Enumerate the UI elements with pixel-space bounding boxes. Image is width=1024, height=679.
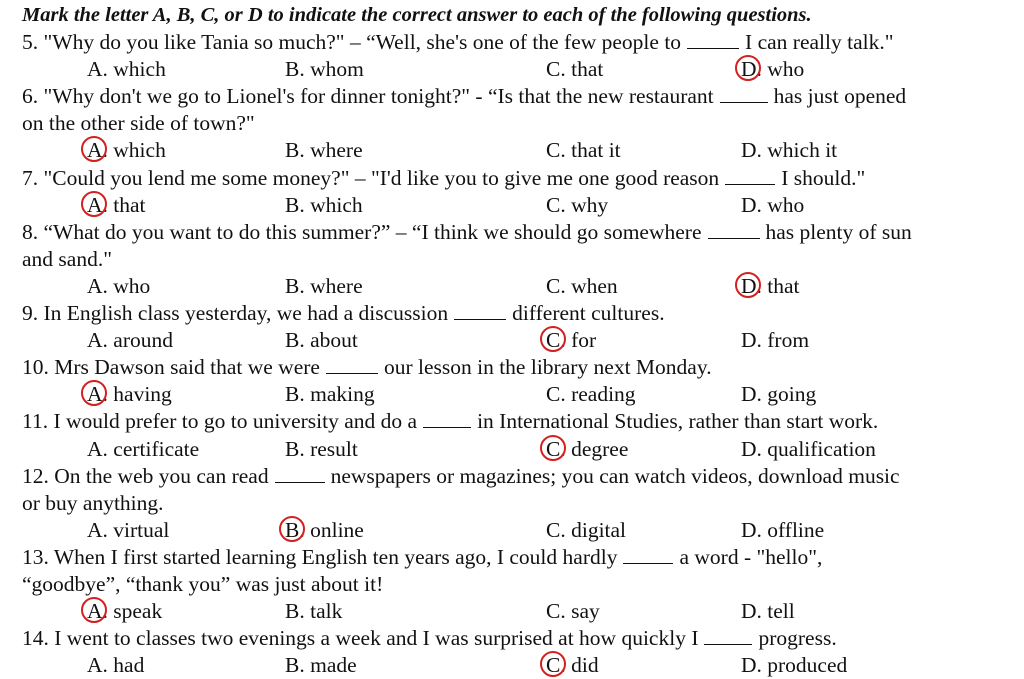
- options-row: [0, 436, 1024, 463]
- question-line: [0, 625, 1024, 652]
- question-text: [22, 246, 112, 273]
- question-stem: 13. When I first started learning English ten years ago, I could hardly: [22, 544, 618, 569]
- question-continuation: in International Studies, rather than start work.: [477, 409, 879, 434]
- question-stem: on the other side of town?": [22, 111, 255, 136]
- instructions-heading: Mark the letter A, B, C, or D to indicate the correct answer to each of the following questions.: [22, 4, 812, 26]
- question-continuation: different cultures.: [512, 301, 665, 325]
- question-stem: 9. In English class yesterday, we had a discussion: [22, 301, 449, 325]
- answer-blank: [704, 643, 752, 645]
- options-row: [0, 652, 1024, 679]
- question-line: [0, 246, 1024, 273]
- question-continuation: has just opened: [773, 84, 907, 109]
- option-b[interactable]: B. which: [285, 192, 363, 217]
- question-stem: 7. "Could you lend me some money?" – "I'd like you to give me one good reason: [22, 165, 720, 190]
- question-continuation: I can really talk.": [745, 30, 894, 54]
- option-c[interactable]: C. that it: [546, 138, 621, 163]
- option-c[interactable]: C. did: [546, 652, 599, 679]
- option-a[interactable]: A. certificate: [87, 436, 200, 461]
- option-b[interactable]: B. making: [285, 382, 375, 407]
- question-stem: 8. “What do you want to do this summer?” – “I think we should go somewhere: [22, 219, 702, 244]
- question-text: [22, 571, 383, 598]
- question-stem: 6. "Why don't we go to Lionel's for dinner tonight?" - “Is that the new restaurant: [22, 84, 714, 109]
- question-stem: or buy anything.: [22, 490, 164, 515]
- options-row: [0, 381, 1024, 408]
- option-a[interactable]: A. that: [87, 192, 146, 219]
- answer-blank: [708, 237, 760, 239]
- question-text: [22, 110, 255, 137]
- answer-blank: [275, 481, 325, 483]
- question-text: [22, 354, 712, 381]
- options-row: [0, 137, 1024, 164]
- options-row: [0, 192, 1024, 219]
- option-a[interactable]: A. virtual: [87, 517, 170, 542]
- options-row: [0, 56, 1024, 83]
- option-c[interactable]: C. reading: [546, 382, 636, 407]
- option-b[interactable]: B. talk: [285, 599, 343, 624]
- question-text: [22, 544, 822, 571]
- question-line: [0, 165, 1024, 192]
- question-stem: 14. I went to classes two evenings a week and I was surprised at how quickly I: [22, 626, 699, 651]
- question-text: [22, 165, 865, 192]
- question-line: [0, 29, 1024, 56]
- question-line: [0, 490, 1024, 517]
- option-d[interactable]: D. from: [741, 328, 810, 353]
- answer-circle-mark: [279, 516, 305, 542]
- answer-circle-mark: [735, 55, 761, 81]
- option-d[interactable]: D. which it: [741, 138, 838, 163]
- answer-blank: [687, 47, 739, 49]
- question-text: [22, 463, 900, 490]
- answer-circle-mark: [540, 326, 566, 352]
- question-continuation: a word - "hello",: [679, 544, 823, 569]
- answer-blank: [423, 426, 471, 428]
- question-line: [0, 300, 1024, 327]
- option-c[interactable]: C. digital: [546, 517, 627, 542]
- answer-circle-mark: [540, 651, 566, 677]
- question-stem: 10. Mrs Dawson said that we were: [22, 355, 320, 380]
- question-continuation: has plenty of sun: [765, 219, 912, 244]
- question-text: [22, 83, 906, 110]
- option-d[interactable]: D. who: [741, 56, 804, 83]
- option-a[interactable]: A. had: [87, 653, 145, 678]
- option-d[interactable]: D. going: [741, 382, 817, 407]
- option-b[interactable]: B. where: [285, 138, 363, 163]
- options-row: [0, 327, 1024, 354]
- question-text: [22, 625, 837, 652]
- answer-blank: [720, 101, 768, 103]
- option-b[interactable]: B. where: [285, 273, 363, 298]
- option-c[interactable]: C. degree: [546, 436, 628, 463]
- option-c[interactable]: C. when: [546, 273, 618, 298]
- option-a[interactable]: A. around: [87, 328, 173, 353]
- option-c[interactable]: C. for: [546, 327, 596, 354]
- option-d[interactable]: D. produced: [741, 653, 848, 678]
- question-continuation: progress.: [758, 626, 837, 651]
- option-a[interactable]: A. which: [87, 57, 166, 82]
- question-line: [0, 544, 1024, 571]
- option-d[interactable]: D. who: [741, 192, 805, 217]
- question-stem: and sand.": [22, 246, 112, 271]
- option-a[interactable]: A. having: [87, 381, 172, 408]
- question-text: [22, 490, 164, 517]
- answer-circle-mark: [81, 136, 107, 162]
- question-text: [22, 408, 878, 435]
- question-continuation: our lesson in the library next Monday.: [383, 355, 712, 380]
- question-line: [0, 354, 1024, 381]
- answer-circle-mark: [540, 435, 566, 461]
- option-c[interactable]: C. that: [546, 57, 604, 82]
- option-b[interactable]: B. made: [285, 653, 357, 678]
- answer-blank: [326, 372, 378, 374]
- option-b[interactable]: B. whom: [285, 57, 364, 82]
- answer-circle-mark: [81, 380, 107, 406]
- option-a[interactable]: A. which: [87, 137, 166, 164]
- answer-blank: [725, 183, 775, 185]
- answer-blank: [454, 318, 506, 320]
- question-text: [22, 219, 912, 246]
- option-b[interactable]: B. online: [285, 517, 364, 544]
- option-b[interactable]: B. result: [285, 436, 358, 461]
- question-text: [22, 300, 665, 327]
- option-b[interactable]: B. about: [285, 328, 358, 353]
- question-text: [22, 29, 894, 56]
- question-line: [0, 110, 1024, 137]
- question-line: [0, 571, 1024, 598]
- answer-circle-mark: [81, 191, 107, 217]
- option-c[interactable]: C. why: [546, 192, 609, 217]
- question-line: [0, 219, 1024, 246]
- answer-blank: [623, 562, 673, 564]
- option-d[interactable]: D. offline: [741, 517, 825, 542]
- option-d[interactable]: D. qualification: [741, 436, 876, 461]
- option-a[interactable]: A. who: [87, 273, 151, 298]
- question-line: [0, 408, 1024, 435]
- answer-circle-mark: [735, 272, 761, 298]
- question-stem: 11. I would prefer to go to university and do a: [22, 409, 418, 434]
- question-line: [0, 463, 1024, 490]
- options-row: [0, 517, 1024, 544]
- option-a[interactable]: A. speak: [87, 598, 162, 625]
- question-stem: “goodbye”, “thank you” was just about it!: [22, 572, 384, 596]
- question-line: [0, 83, 1024, 110]
- question-stem: 12. On the web you can read: [22, 463, 269, 488]
- options-row: [0, 273, 1024, 300]
- options-row: [0, 598, 1024, 625]
- option-d[interactable]: D. tell: [741, 599, 795, 624]
- answer-circle-mark: [81, 597, 107, 623]
- option-d[interactable]: D. that: [741, 273, 800, 300]
- question-continuation: I should.": [781, 165, 866, 190]
- question-stem: 5. "Why do you like Tania so much?" – “Well, she's one of the few people to: [22, 30, 682, 54]
- question-continuation: newspapers or magazines; you can watch videos, download music: [330, 463, 900, 488]
- option-c[interactable]: C. say: [546, 599, 600, 624]
